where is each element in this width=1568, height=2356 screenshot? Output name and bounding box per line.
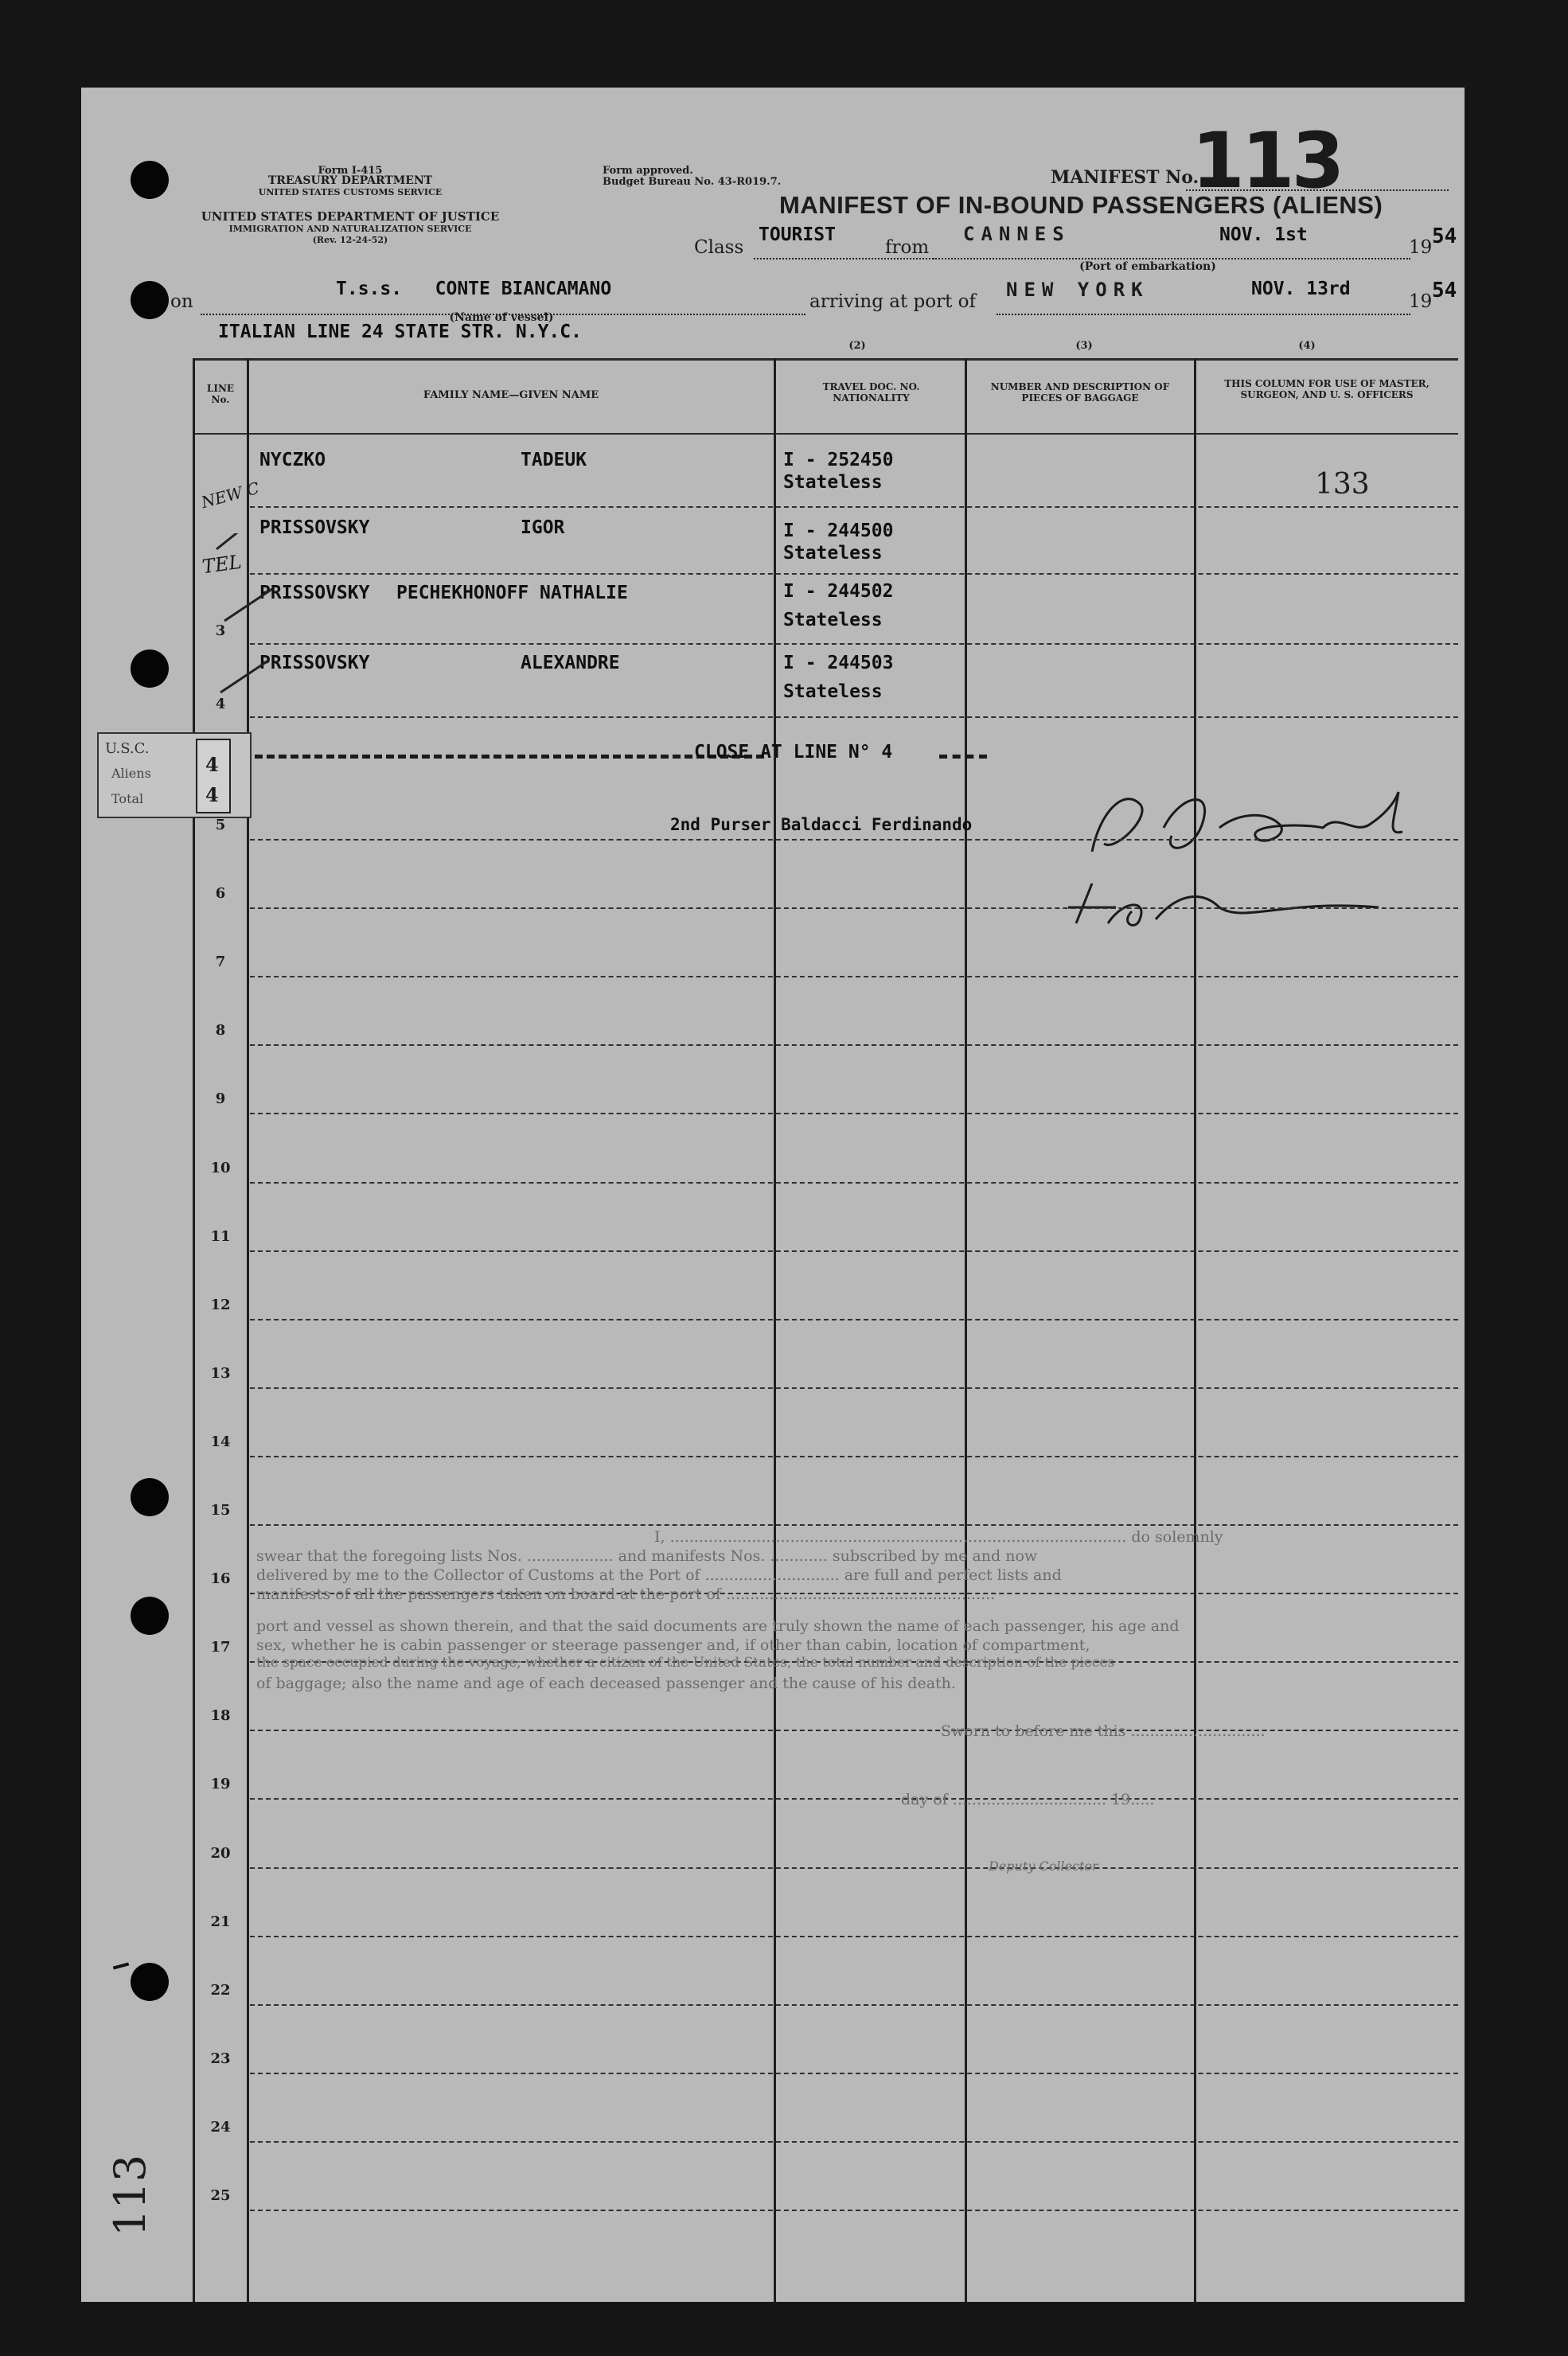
oath-line: port and vessel as shown therein, and that the said documents are truly shown the name of each passenger, his age and [256, 1617, 1180, 1635]
punch-hole [131, 1963, 169, 2001]
row-rule [250, 1250, 1458, 1252]
line-number: 10 [210, 1159, 231, 1176]
margin-number: 113 [105, 2154, 155, 2237]
line-number: 24 [210, 2118, 231, 2136]
col-head-baggage: NUMBER AND DESCRIPTION OF PIECES OF BAGGAGE [990, 381, 1170, 404]
class-value: TOURIST [759, 224, 836, 245]
stamp-line-3: Total [111, 791, 144, 806]
line-address: ITALIAN LINE 24 STATE STR. N.Y.C. [218, 322, 582, 342]
arrival-date: NOV. 13rd [1251, 279, 1351, 299]
customs-service: UNITED STATES CUSTOMS SERVICE [258, 187, 443, 197]
officer-count: 133 [1315, 468, 1370, 501]
given-name: PECHEKHONOFF NATHALIE [396, 583, 628, 603]
line-number: 14 [210, 1433, 231, 1450]
arrival-port: NEW YORK [1006, 279, 1149, 301]
line-number: 9 [215, 1090, 226, 1108]
col-num-3: (3) [1075, 340, 1093, 352]
row-rule [250, 716, 1458, 718]
punch-hole [131, 281, 169, 319]
row-rule [250, 1936, 1458, 1937]
row-annotation: NEW C [199, 478, 262, 513]
customs-stamp [97, 732, 252, 818]
punch-hole [131, 1597, 169, 1635]
travel-divider [965, 358, 967, 2302]
travel-doc: I - 244503 [783, 653, 894, 673]
row-rule [250, 2073, 1458, 2074]
row-rule [250, 839, 1458, 841]
close-dashes-left [255, 755, 764, 759]
arrival-year-prefix: 19 [1409, 291, 1433, 312]
embark-caption: (Port of embarkation) [1079, 260, 1216, 273]
punch-hole [131, 161, 169, 199]
row-rule [250, 907, 1458, 909]
margin-dash [113, 1962, 129, 1969]
form-approved: Form approved. [603, 165, 693, 177]
row-rule [250, 2141, 1458, 2143]
oath-line: manifests of all the passengers taken on board at the port of ........................................................ [256, 1586, 996, 1603]
line-number: 3 [215, 622, 226, 639]
row-rule [250, 1113, 1458, 1114]
line-number: 6 [215, 885, 226, 903]
row-rule [250, 1044, 1458, 1046]
col-num-2: (2) [848, 340, 866, 352]
col-num-4: (4) [1298, 340, 1316, 352]
col-head-name: FAMILY NAME—GIVEN NAME [423, 389, 599, 401]
line-number: 13 [210, 1364, 231, 1382]
given-name: IGOR [521, 517, 565, 538]
col-head-line-no: LINE No. [206, 383, 235, 405]
line-number: 21 [210, 1913, 231, 1930]
from-year: 54 [1432, 224, 1457, 248]
line-number: 8 [215, 1022, 226, 1040]
line-number: 25 [210, 2187, 231, 2204]
family-name: PRISSOVSKY [259, 583, 370, 603]
row-rule [250, 1730, 1458, 1731]
row-rule [250, 1524, 1458, 1526]
arrival-underline [997, 314, 1410, 315]
check-marks [201, 533, 304, 764]
vessel-caption: (Name of vessel) [449, 311, 554, 324]
stamp-value-2: 4 [205, 783, 219, 806]
row-rule [250, 1798, 1458, 1800]
col-head-officers: THIS COLUMN FOR USE OF MASTER, SURGEON, AND U. S. OFFICERS [1224, 378, 1430, 400]
line-number: 23 [210, 2050, 231, 2067]
row-annotation: TEL [201, 550, 244, 579]
line-number: 19 [210, 1776, 231, 1793]
stamp-line-1: U.S.C. [105, 740, 150, 757]
oath-line: Deputy Collector [989, 1859, 1098, 1874]
punch-hole [131, 649, 169, 688]
line-number: 20 [210, 1844, 231, 1862]
row-rule [250, 573, 1458, 575]
vessel-name: T.s.s. CONTE BIANCAMANO [336, 279, 612, 299]
oath-line: I, ............................................................................................... do solemnly [654, 1528, 1223, 1546]
travel-doc: I - 244500 [783, 521, 894, 541]
budget-bureau: Budget Bureau No. 43-R019.7. [603, 176, 782, 188]
ins-service: IMMIGRATION AND NATURALIZATION SERVICE [228, 224, 472, 234]
punch-hole [131, 1478, 169, 1516]
purser-name: 2nd Purser Baldacci Ferdinando [670, 815, 973, 834]
nationality: Stateless [783, 681, 883, 702]
line-number: 5 [215, 817, 226, 833]
from-port: CANNES [963, 223, 1071, 245]
table-top-border [193, 358, 1458, 361]
arriving-label: arriving at port of [809, 291, 976, 312]
travel-doc: I - 244502 [783, 581, 894, 602]
table-header-border [193, 433, 1458, 435]
line-number: 22 [210, 1981, 231, 1999]
row-rule [250, 1319, 1458, 1320]
row-rule [250, 1456, 1458, 1457]
stamp-value-1: 4 [205, 753, 219, 776]
justice-dept: UNITED STATES DEPARTMENT OF JUSTICE [201, 209, 500, 224]
given-name: TADEUK [521, 450, 587, 470]
signature-1-text [1243, 829, 1247, 830]
manifest-title: MANIFEST OF IN-BOUND PASSENGERS (ALIENS) [779, 191, 1383, 219]
line-number: 17 [210, 1639, 231, 1656]
family-name: PRISSOVSKY [259, 517, 370, 538]
from-year-prefix: 19 [1409, 237, 1433, 258]
close-dashes-right [939, 755, 987, 759]
col-head-travel: TRAVEL DOC. NO. NATIONALITY [822, 381, 920, 404]
on-label: on [170, 291, 193, 312]
family-name: PRISSOVSKY [259, 653, 370, 673]
name-divider [774, 358, 776, 2302]
baggage-divider [1194, 358, 1196, 2302]
form-revision: (Rev. 12-24-52) [312, 235, 388, 245]
manifest-no-value: 113 [1192, 116, 1342, 205]
manifest-page [81, 88, 1465, 2302]
nationality: Stateless [783, 543, 883, 564]
table-left-border [193, 358, 195, 2302]
from-date: NOV. 1st [1219, 224, 1308, 245]
row-rule [250, 506, 1458, 508]
treasury-dept: TREASURY DEPARTMENT [267, 174, 433, 187]
row-rule [250, 2210, 1458, 2211]
row-rule [250, 1182, 1458, 1184]
row-rule [250, 976, 1458, 977]
oath-line: of baggage; also the name and age of each deceased passenger and the cause of his death. [256, 1675, 956, 1692]
from-label: from [885, 237, 930, 258]
stamp-line-2: Aliens [111, 766, 151, 781]
class-underline [754, 258, 953, 259]
nationality: Stateless [783, 610, 883, 630]
travel-doc: I - 252450 [783, 450, 894, 470]
arrival-year: 54 [1432, 279, 1457, 302]
row-rule [250, 2004, 1458, 2006]
manifest-no-label: MANIFEST No. [1051, 167, 1199, 188]
oath-line: delivered by me to the Collector of Customs at the Port of ............................ are full and perfect lists and [256, 1566, 1062, 1584]
class-label: Class [694, 237, 744, 258]
line-number: 18 [210, 1707, 231, 1725]
line-number: 7 [215, 954, 226, 971]
close-text: CLOSE AT LINE N° 4 [694, 742, 893, 763]
oath-line: sex, whether he is cabin passenger or steerage passenger and, if other than cabin, location of compartment, [256, 1636, 1090, 1654]
row-rule [250, 1387, 1458, 1389]
oath-line: day of ................................ 19..... [901, 1791, 1155, 1808]
line-number: 12 [210, 1296, 231, 1313]
form-number: Form I-415 [318, 165, 383, 177]
row-rule [250, 643, 1458, 645]
given-name: ALEXANDRE [521, 653, 620, 673]
from-underline [933, 258, 1410, 259]
line-number: 16 [210, 1570, 231, 1588]
signature-1 [1068, 780, 1434, 868]
line-number: 15 [210, 1502, 231, 1519]
oath-line: Sworn to before me this ............................ [941, 1722, 1266, 1740]
nationality: Stateless [783, 472, 883, 493]
row-rule [250, 1867, 1458, 1869]
family-name: NYCZKO [259, 450, 326, 470]
line-number: 4 [215, 696, 226, 712]
oath-line: the space occupied during the voyage; whether a citizen of the United States; the total number and description of the pieces [256, 1655, 1115, 1671]
oath-line: swear that the foregoing lists Nos. .................. and manifests Nos. ............ subscribed by me and now [256, 1547, 1038, 1565]
line-number: 11 [210, 1227, 231, 1245]
